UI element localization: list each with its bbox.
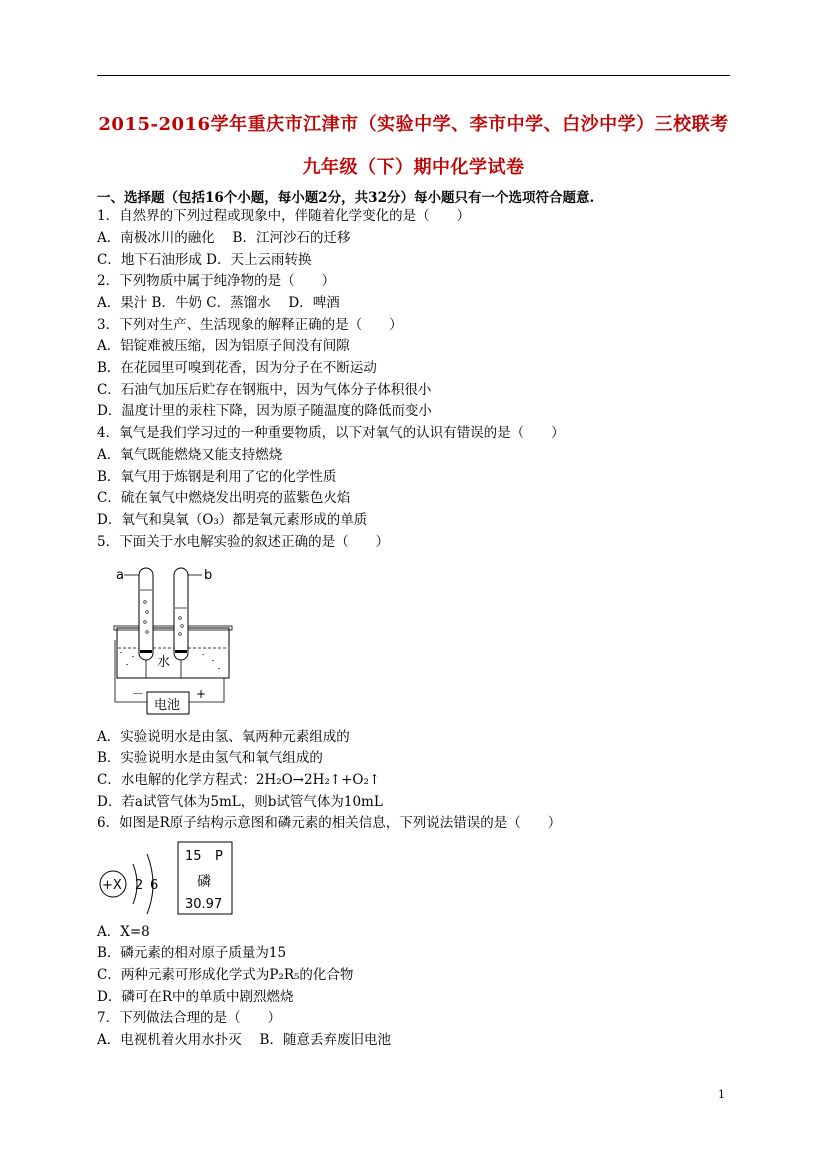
option-line: C．硫在氧气中燃烧发出明亮的蓝紫色火焰	[97, 490, 351, 506]
shell1-electrons: 2	[135, 878, 144, 893]
label-a: a	[116, 568, 124, 583]
option-line: C．两种元素可形成化学式为P₂R₅的化合物	[97, 967, 354, 983]
water-tank	[117, 628, 229, 678]
option-line: D．若a试管气体为5mL，则b试管气体为10mL	[97, 794, 383, 810]
question-line: 1．自然界的下列过程或现象中，伴随着化学变化的是（ ）	[97, 208, 471, 224]
electrolysis-figure	[112, 560, 252, 722]
question-line: 7．下列做法合理的是（ ）	[97, 1010, 282, 1026]
option-line: D．磷可在R中的单质中剧烈燃烧	[97, 989, 294, 1005]
shell2-electrons: 6	[150, 878, 159, 893]
test-tube-a	[139, 568, 153, 660]
option-line: C．水电解的化学方程式：2H₂O→2H₂↑+O₂↑	[97, 772, 381, 788]
option-line: A．南极冰川的融化 B．江河沙石的迁移	[97, 230, 351, 246]
battery-label: 电池	[154, 698, 181, 713]
atom-figure	[97, 840, 247, 920]
question-line: 3．下列对生产、生活现象的解释正确的是（ ）	[97, 317, 403, 333]
atomic-number: 15	[185, 849, 202, 864]
option-line: A．氧气既能燃烧又能支持燃烧	[97, 447, 283, 463]
question-line: 2．下列物质中属于纯净物的是（ ）	[97, 273, 336, 289]
option-line: C．地下石油形成 D．天上云雨转换	[97, 252, 312, 268]
option-line: B．实验说明水是由氢气和氧气组成的	[97, 750, 323, 766]
option-line: C．石油气加压后贮存在钢瓶中，因为气体分子体积很小	[97, 382, 432, 398]
test-tube-b	[174, 568, 188, 660]
option-line: A．X=8	[97, 924, 150, 940]
option-line: A．电视机着火用水扑灭 B．随意丢弃废旧电池	[97, 1032, 391, 1048]
option-line: B．在花园里可嗅到花香，因为分子在不断运动	[97, 360, 377, 376]
option-line: A．实验说明水是由氢、氧两种元素组成的	[97, 729, 350, 745]
section-heading: 一、选择题（包括16个小题，每小题2分，共32分）每小题只有一个选项符合题意.	[97, 190, 595, 206]
question-line: 5．下面关于水电解实验的叙述正确的是（ ）	[97, 534, 390, 550]
header-rule	[97, 75, 730, 76]
minus-sign: －	[132, 687, 145, 701]
option-line: B．磷元素的相对原子质量为15	[97, 945, 287, 961]
option-line: A．果汁 B．牛奶 C．蒸馏水 D．啤酒	[97, 295, 340, 311]
nucleus-charge: +X	[102, 878, 122, 893]
option-line: D．氧气和臭氧（O₃）都是氧元素形成的单质	[97, 512, 368, 528]
plus-sign: +	[196, 687, 207, 701]
question-line: 6．如图是R原子结构示意图和磷元素的相关信息，下列说法错误的是（ ）	[97, 815, 562, 831]
water-label: 水	[157, 655, 171, 670]
label-b: b	[204, 568, 213, 583]
atomic-mass: 30.97	[185, 897, 223, 912]
exam-title-line1: 2015-2016学年重庆市江津市（实验中学、李市中学、白沙中学）三校联考	[98, 114, 729, 135]
element-name: 磷	[197, 874, 211, 890]
option-line: D．温度计里的汞柱下降，因为原子随温度的降低而变小	[97, 403, 432, 419]
option-line: B．氧气用于炼钢是利用了它的化学性质	[97, 469, 337, 485]
element-symbol: P	[215, 849, 223, 864]
page-number: 1	[718, 1088, 725, 1101]
exam-title-line2: 九年级（下）期中化学试卷	[302, 157, 525, 178]
question-line: 4．氧气是我们学习过的一种重要物质，以下对氧气的认识有错误的是（ ）	[97, 425, 565, 441]
option-line: A．铝锭难被压缩，因为铝原子间没有间隙	[97, 338, 350, 354]
